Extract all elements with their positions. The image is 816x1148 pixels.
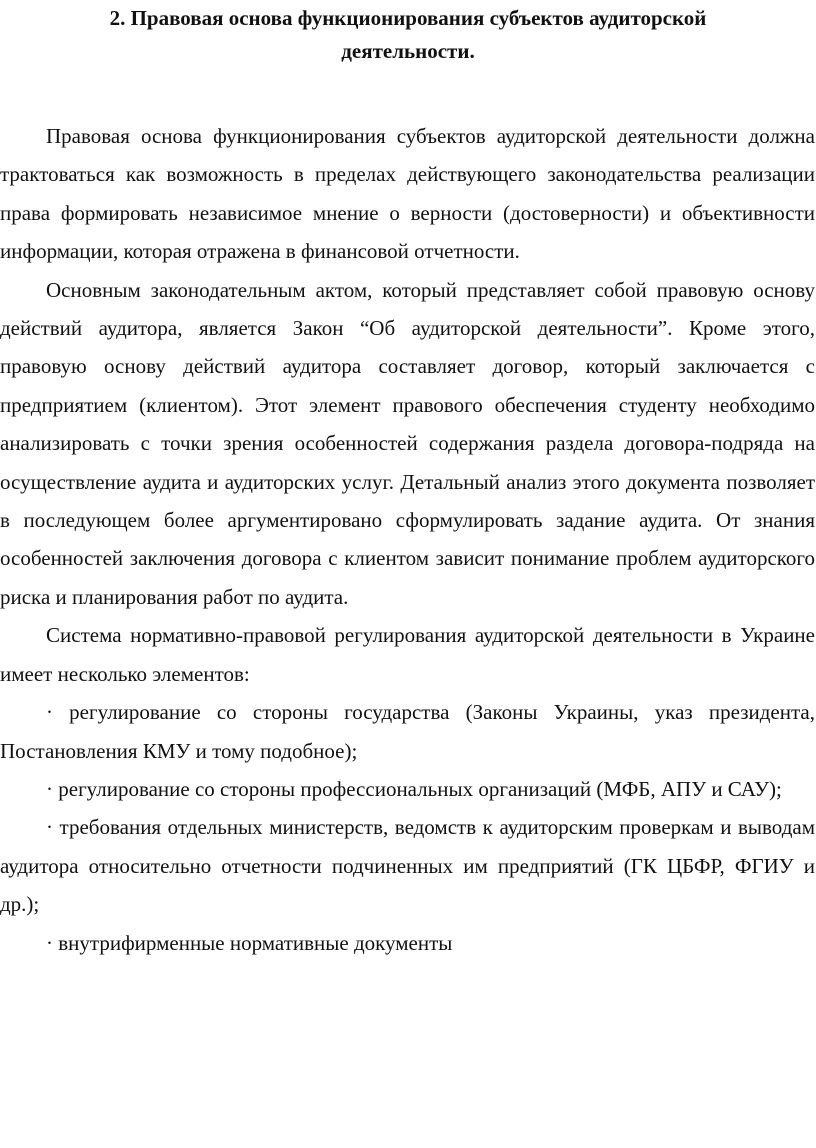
- list-item-professional-regulation: · регулирование со стороны профессиональных организаций (МФБ, АПУ и САУ);: [46, 776, 782, 801]
- paragraph-main-act: Основным законодательным актом, который представляет собой правовую основу действий аудитора, является Закон “Об аудиторской деятельности”. Кроме этого, правовую основу действий аудитора составляет договор, который заключается с предприятием (клиентом). Этот элемент правового обеспечения студенту необходимо анализировать с точки зрения особенностей содержания раздела договора-подряда на осуществление аудита и аудиторских услуг. Детальный анализ этого документа позволяет в последующем более аргументировано сформулировать задание аудита. От знания особенностей заключения договора с клиентом зависит понимание проблем аудиторского риска и планирования работ по аудита.: [0, 277, 815, 609]
- list-item-ministry-requirements: · требования отдельных министерств, ведомств к аудиторским проверкам и выводам аудитора относительно отчетности подчиненных им предприятий (ГК ЦБФР, ФГИУ и др.);: [0, 815, 815, 917]
- document-body: [0, 117, 815, 962]
- section-title-line-1: 2. Правовая основа функционирования субъектов аудиторской: [109, 6, 707, 30]
- paragraph-regulation-system: Система нормативно-правовой регулирования аудиторской деятельности в Украине имеет несколько элементов:: [0, 623, 815, 686]
- section-title-line-2: деятельности.: [341, 39, 475, 63]
- paragraph-legal-basis: Правовая основа функционирования субъектов аудиторской деятельности должна трактоваться как возможность в пределах действующего законодательства реализации права формировать независимое мнение о верности (достоверности) и объективности информации, которая отражена в финансовой отчетности.: [0, 124, 815, 264]
- list-item-state-regulation: · регулирование со стороны государства (Законы Украины, указ президента, Постановления КМУ и тому подобное);: [0, 700, 815, 763]
- section-title: [60, 2, 756, 68]
- list-item-internal-documents: · внутрифирменные нормативные документы: [46, 930, 453, 955]
